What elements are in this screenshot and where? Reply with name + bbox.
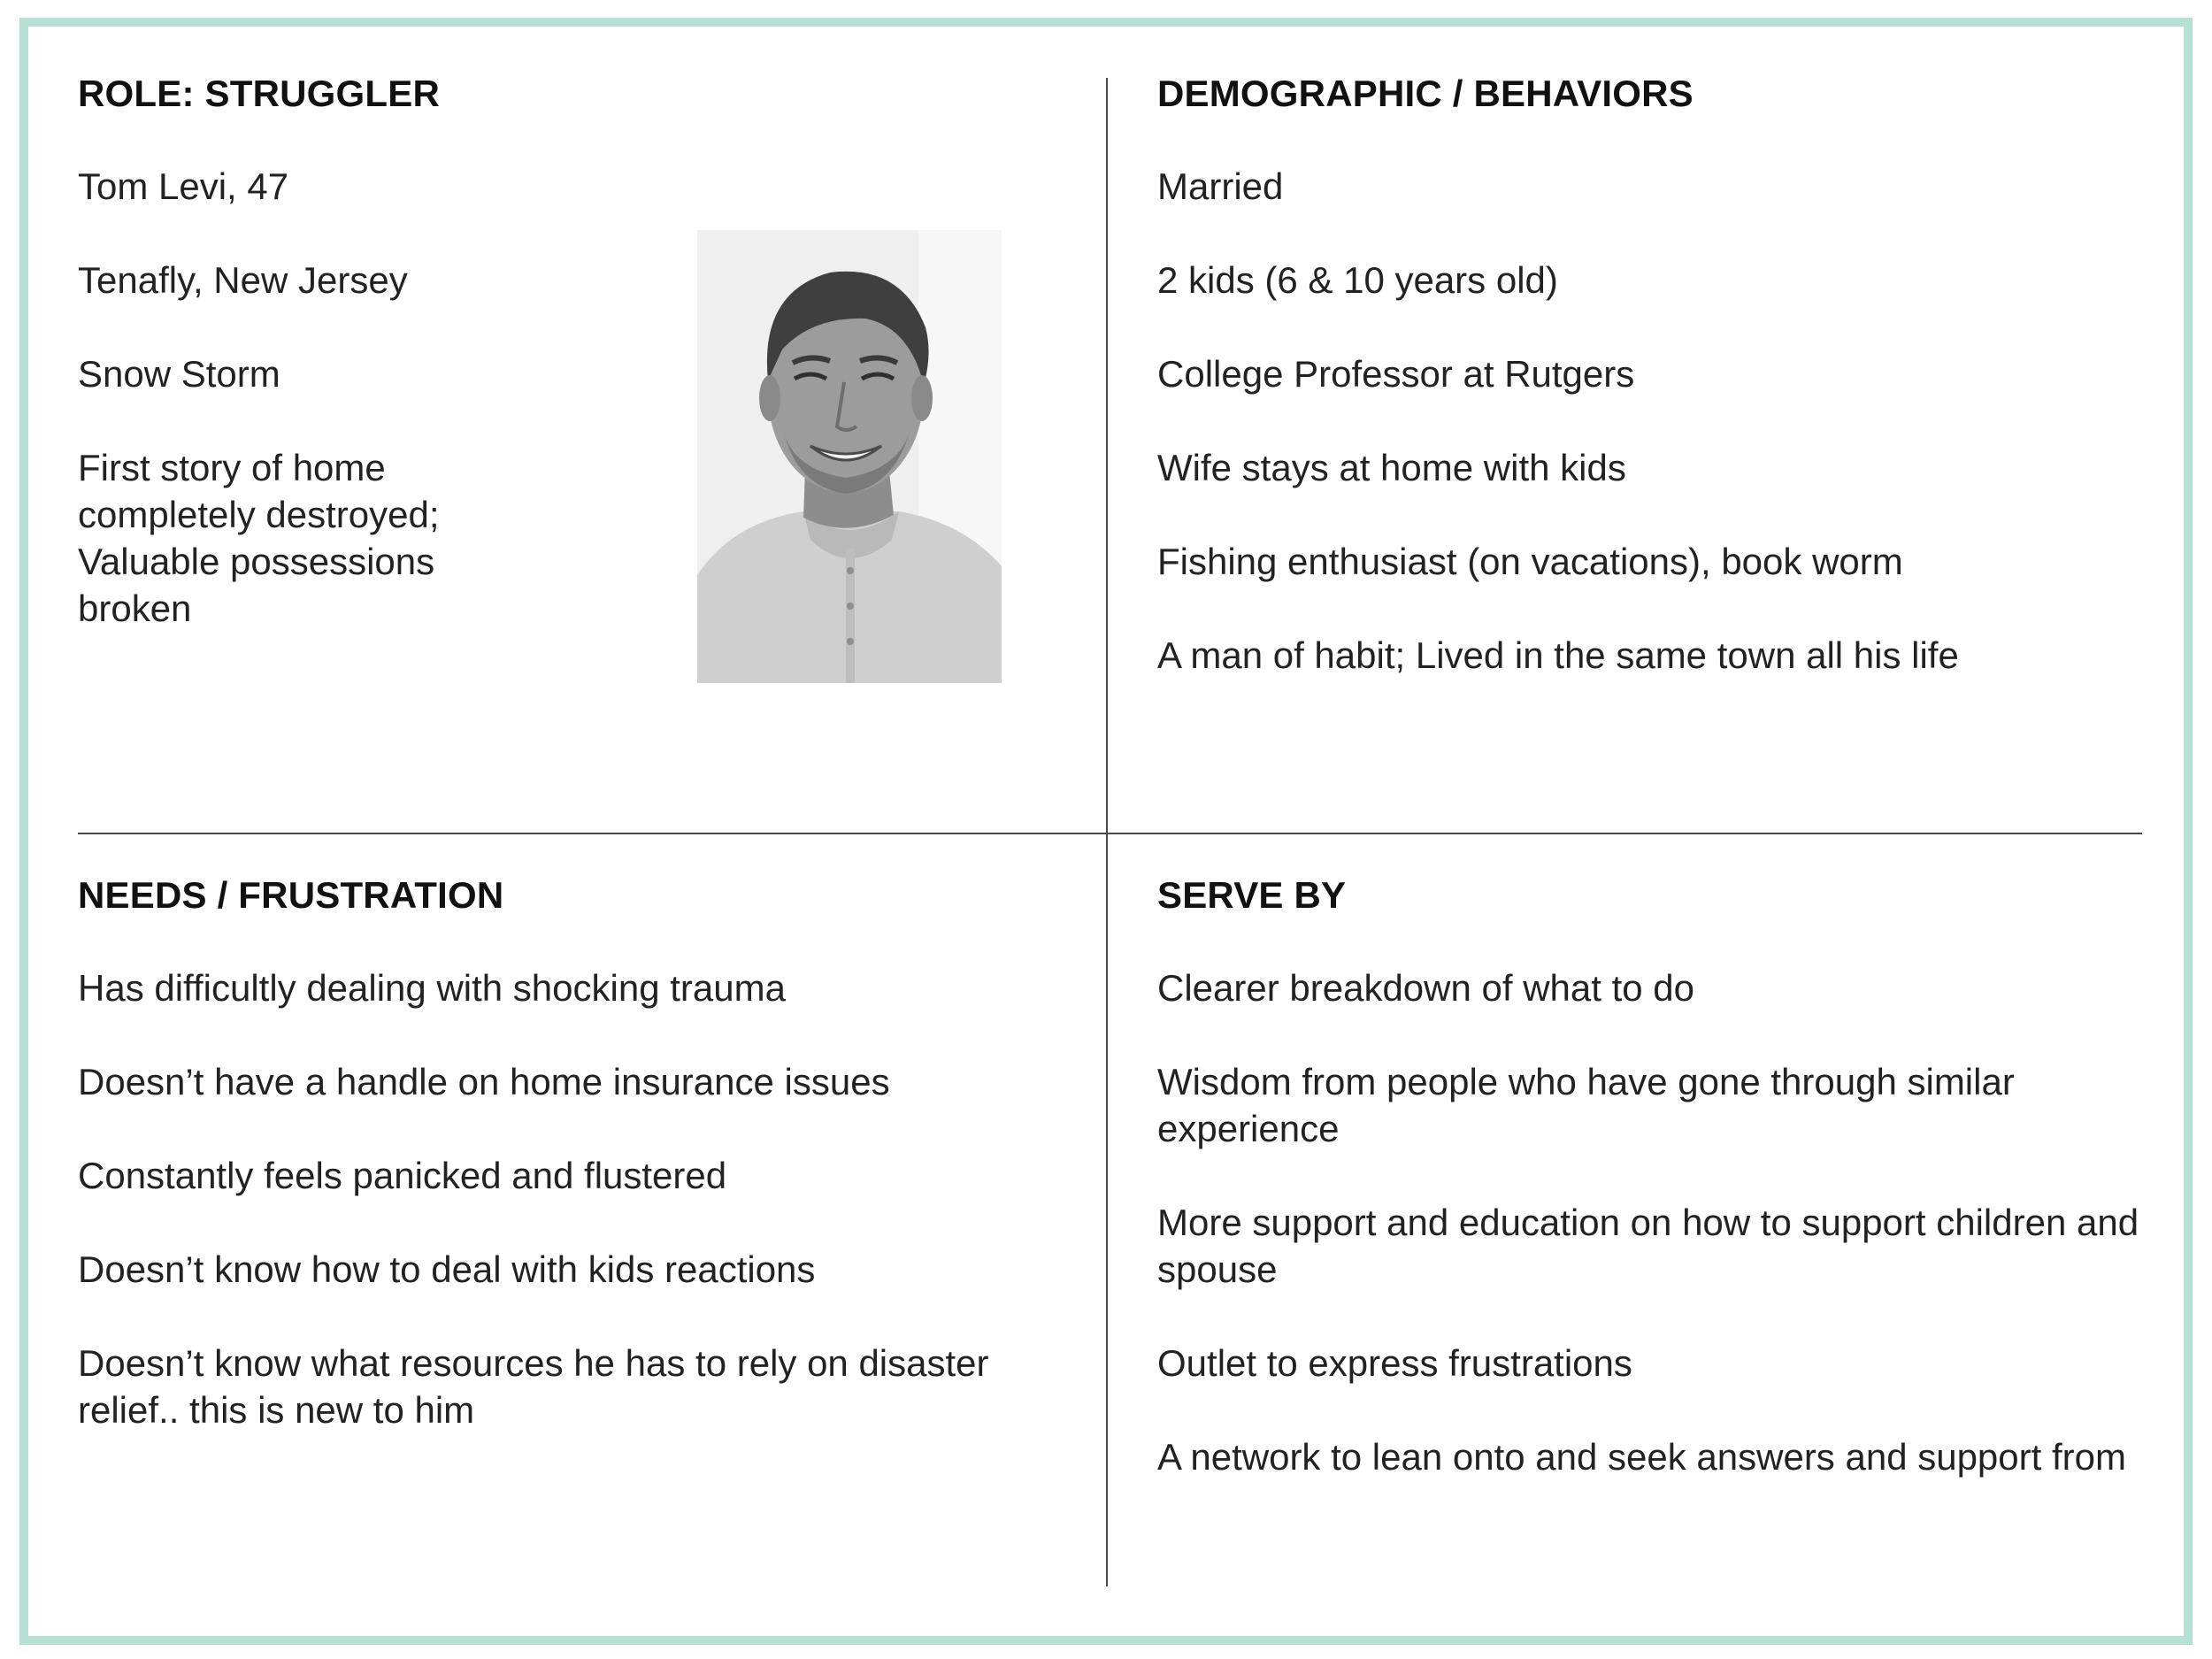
serve-item: Outlet to express frustrations — [1157, 1342, 1632, 1384]
role-section — [78, 69, 697, 679]
needs-item: Doesn’t know how to deal with kids reactions — [78, 1248, 816, 1290]
needs-section — [78, 871, 1069, 1480]
needs-heading: NEEDS / FRUSTRATION — [78, 874, 504, 916]
serve-section — [1157, 871, 2139, 1527]
needs-item: Doesn’t have a handle on home insurance issues — [78, 1061, 890, 1102]
demographic-item: Married — [1157, 165, 1284, 207]
serve-item: Clearer breakdown of what to do — [1157, 967, 1695, 1009]
demographic-item: College Professor at Rutgers — [1157, 353, 1635, 395]
serve-item: Wisdom from people who have gone through similar experience — [1157, 1061, 2015, 1149]
serve-heading: SERVE BY — [1157, 874, 1347, 916]
portrait-illustration — [697, 230, 1002, 683]
serve-item: A network to lean onto and seek answers and support from — [1157, 1436, 2126, 1478]
serve-item: More support and education on how to support children and spouse — [1157, 1202, 2139, 1290]
role-location: Tenafly, New Jersey — [78, 259, 408, 301]
needs-item: Constantly feels panicked and flustered — [78, 1155, 727, 1196]
needs-item: Has difficultly dealing with shocking trauma — [78, 967, 786, 1009]
horizontal-divider — [78, 833, 2142, 834]
demographic-item: Wife stays at home with kids — [1157, 447, 1626, 488]
persona-photo — [697, 230, 1002, 683]
role-name-age: Tom Levi, 47 — [78, 165, 289, 207]
needs-item: Doesn’t know what resources he has to rely on disaster relief.. this is new to him — [78, 1342, 989, 1431]
demographic-item: Fishing enthusiast (on vacations), book worm — [1157, 541, 1903, 582]
demographic-section — [1157, 69, 2139, 726]
demographic-item: A man of habit; Lived in the same town all his life — [1157, 634, 1959, 676]
demographic-heading: DEMOGRAPHIC / BEHAVIORS — [1157, 73, 1694, 114]
demographic-item: 2 kids (6 & 10 years old) — [1157, 259, 1558, 301]
role-damage: First story of home completely destroyed; Valuable possessions broken — [78, 447, 440, 629]
role-disaster: Snow Storm — [78, 353, 280, 395]
role-heading: ROLE: STRUGGLER — [78, 73, 440, 114]
